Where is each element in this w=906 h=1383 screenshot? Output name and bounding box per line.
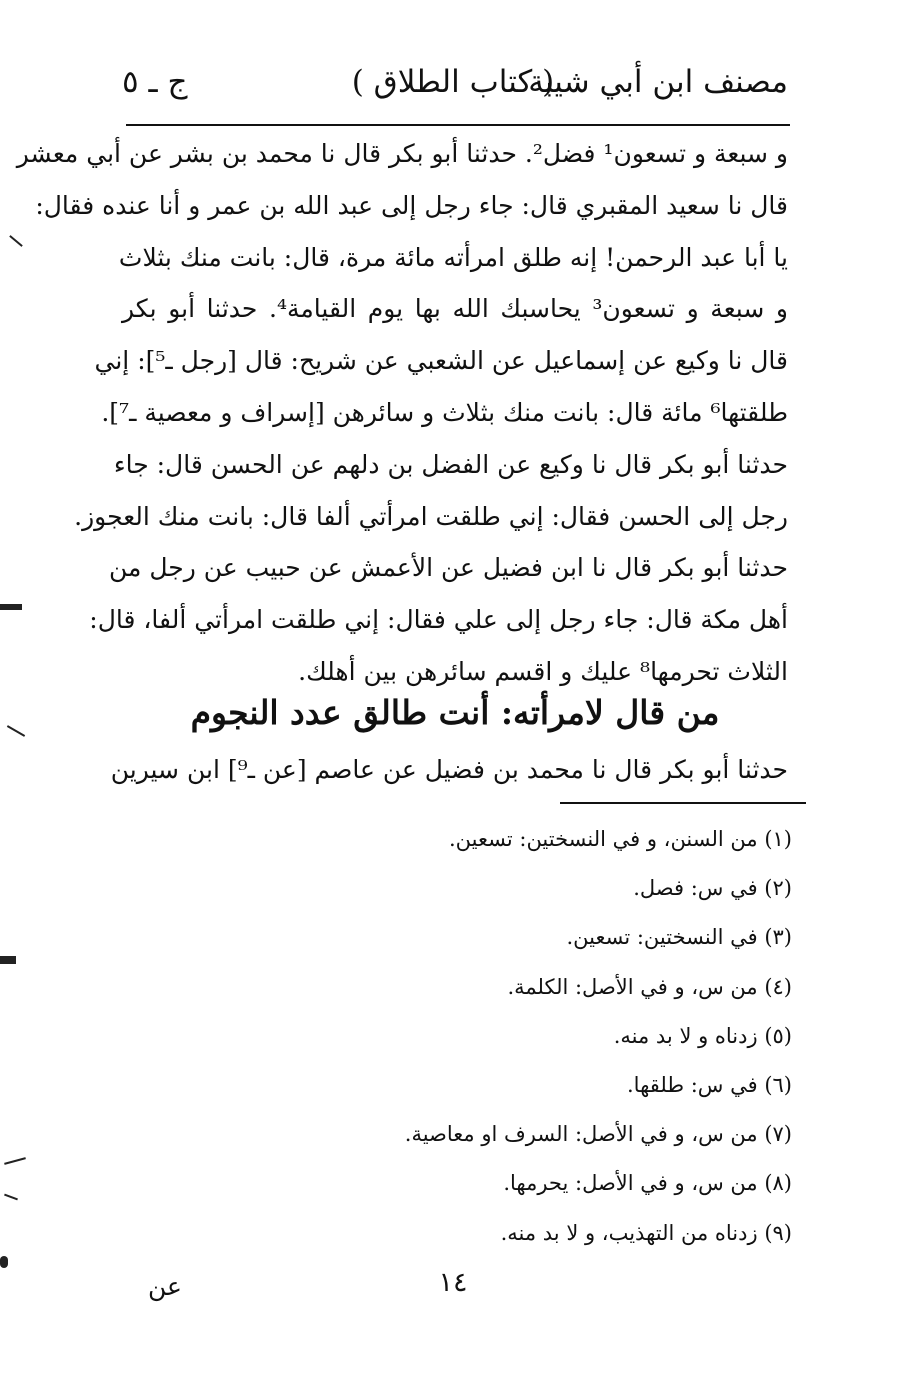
volume-label: ج ـ ٥ [122,64,188,100]
section-first-line: حدثنا أبو بكر قال نا محمد بن فضيل عن عاصم [عن ـ⁹] ابن سيرين [110,755,788,784]
chapter-title: ( كتاب الطلاق ) [351,64,555,100]
footnote: (٣) في النسختين: تسعين. [566,925,792,950]
book-title: مصنف ابن أبي شيبة [528,64,788,100]
catchword: عن [148,1272,182,1301]
text-line: قال نا وكيع عن إسماعيل عن الشعبي عن شريح: قال [رجل ـ⁵]: إني [94,346,788,376]
footnotes [232,815,792,1258]
text-line: أهل مكة قال: جاء رجل إلى علي فقال: إني طلقت امرأتي ألفا، قال: [89,605,788,635]
footnote: (٤) من س، و في الأصل: الكلمة. [507,974,792,999]
text-line: الثلاث تحرمها⁸ عليك و اقسم سائرهن بين أهلك. [298,656,788,686]
scan-mark [4,1194,18,1201]
section-heading: من قال لامرأته: أنت طالق عدد النجوم [190,693,720,732]
scan-mark [9,235,23,247]
text-line: قال نا سعيد المقبري قال: جاء رجل إلى عبد الله بن عمر و أنا عنده فقال: [35,190,788,220]
scan-mark [0,604,22,610]
text-line: طلقتها⁶ مائة قال: بانت منك بثلاث و سائرهن [إسراف و معصية ـ⁷]. [101,397,788,427]
scan-mark [7,725,25,737]
text-line: و سبعة و تسعون¹ فضل². حدثنا أبو بكر قال نا محمد بن بشر عن أبي معشر [16,139,788,168]
scan-mark [0,1256,8,1268]
footnote: (٧) من س، و في الأصل: السرف او معاصية. [404,1122,792,1147]
footnote: (٦) في س: طلقها. [627,1072,792,1097]
scan-mark [4,1157,26,1165]
footnote: (٥) زدناه و لا بد منه. [613,1023,792,1048]
text-line: يا أبا عبد الرحمن! إنه طلق امرأته مائة مرة، قال: بانت منك بثلاث [118,242,788,272]
footnote: (٢) في س: فصل. [633,876,792,901]
scan-mark [0,956,16,964]
text-line: حدثنا أبو بكر قال نا ابن فضيل عن الأعمش عن حبيب عن رجل من [109,553,788,583]
main-text [16,128,788,698]
footnote: (٨) من س، و في الأصل: يحرمها. [503,1171,792,1196]
text-line: و سبعة و تسعون³ يحاسبك الله بها يوم القيامة⁴. حدثنا أبو بكر [122,294,788,324]
footnote-rule [560,802,806,804]
text-line: حدثنا أبو بكر قال نا وكيع عن الفضل بن دلهم عن الحسن قال: جاء [113,449,788,479]
footnote: (٩) زدناه من التهذيب، و لا بد منه. [500,1220,792,1245]
text-line: رجل إلى الحسن فقال: إني طلقت امرأتي ألفا قال: بانت منك العجوز. [74,501,788,531]
footnote: (١) من السنن، و في النسختين: تسعين. [448,827,792,851]
page-number: ١٤ [438,1267,468,1298]
header-rule [126,124,790,126]
